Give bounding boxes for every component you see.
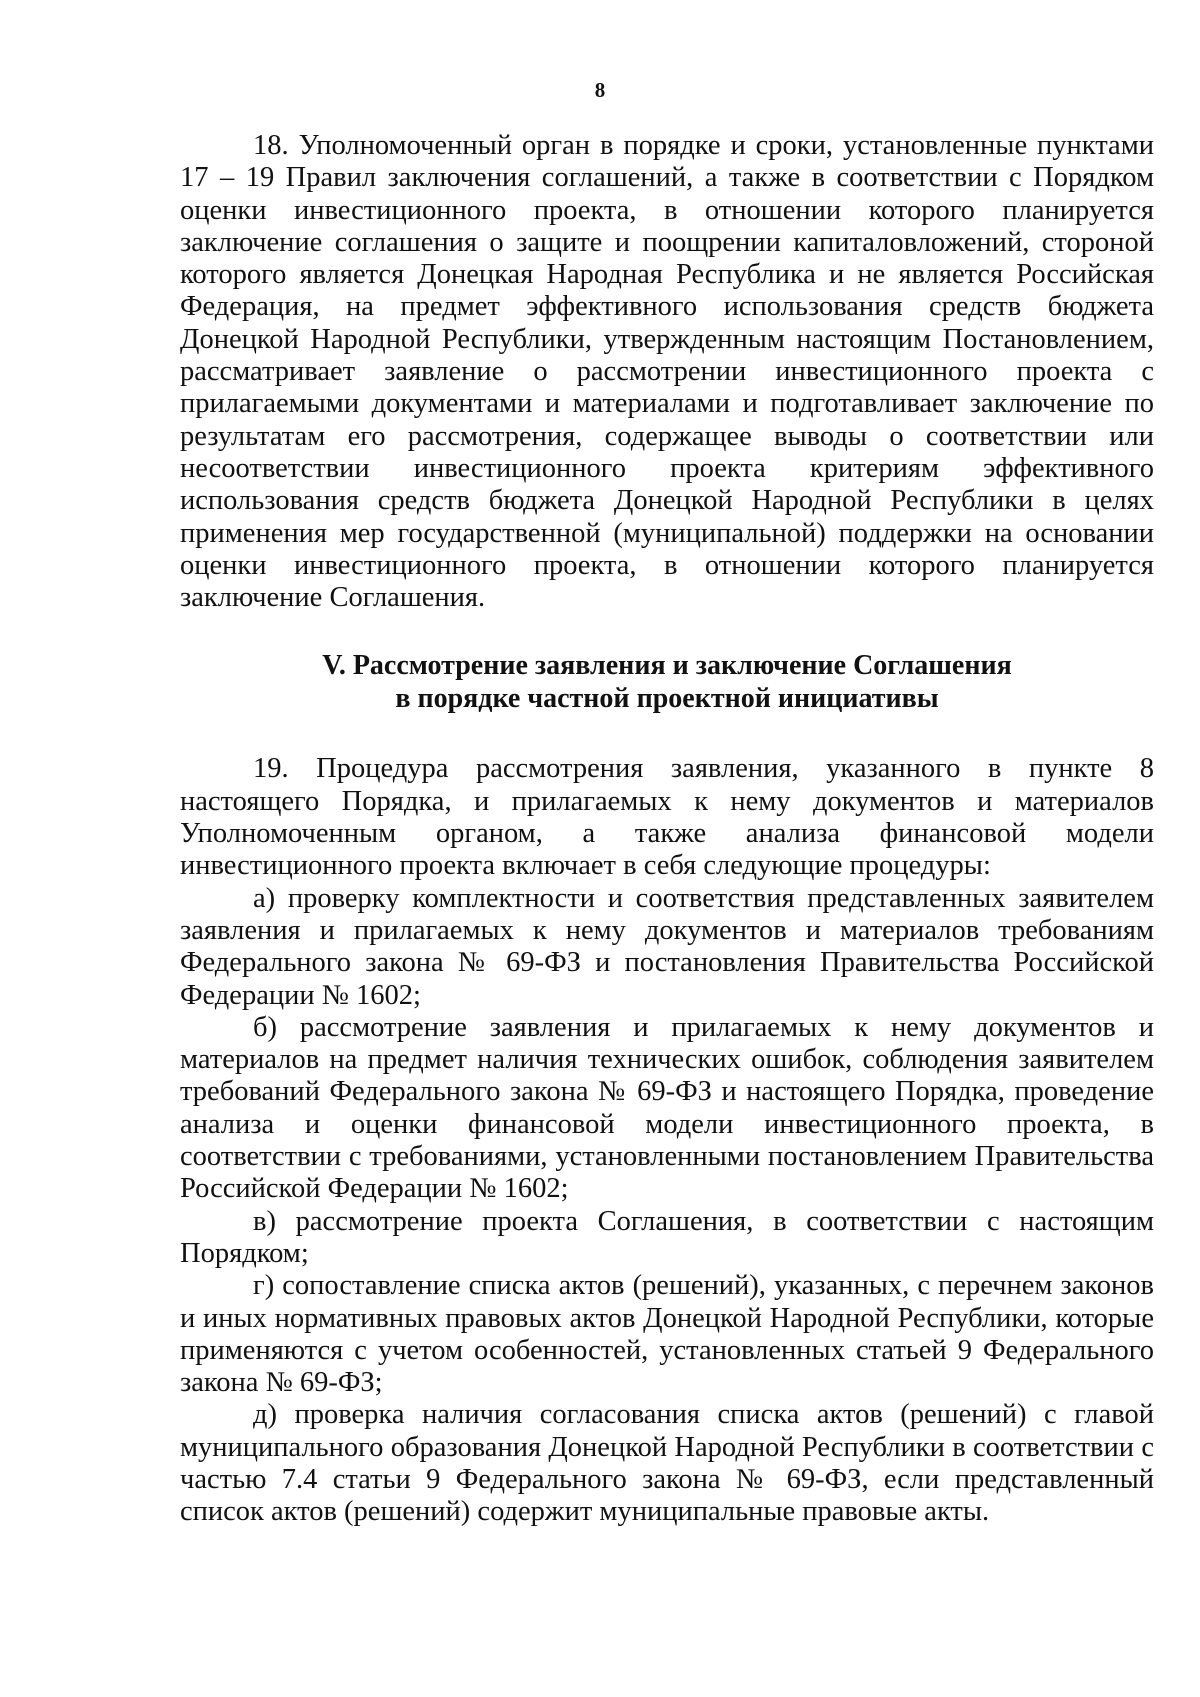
list-item-d: д) проверка наличия согласования списка актов (решений) с главой муниципального образования Донецкой Народной Республики в соответствии с частью 7.4 статьи 9 Федерального закона № 69-ФЗ, если представленный список актов (решений) содержит муниципальные правовые акты. [180,1399,1154,1528]
section-heading [180,649,1154,715]
section-heading-line-2: в порядке частной проектной инициативы [395,683,939,715]
page-number: 8 [594,78,606,102]
paragraph-18: 18. Уполномоченный орган в порядке и сроки, установленные пунктами 17 – 19 Правил заключения соглашений, а также в соответствии с Порядком оценки инвестиционного проекта, в отношении которого планируется заключение соглашения о защите и поощрении капиталовложений, стороной которого является Донецкая Народная Республика и не является Российская Федерация, на предмет эффективного использования средств бюджета Донецкой Народной Республики, утвержденным настоящим Постановлением, рассматривает заявление о рассмотрении инвестиционного проекта с прилагаемыми документами и материалами и подготавливает заключение по результатам его рассмотрения, содержащее выводы о соответствии или несоответствии инвестиционного проекта критериям эффективного использования средств бюджета Донецкой Народной Республики в целях применения мер государственной (муниципальной) поддержки на основании оценки инвестиционного проекта, в отношении которого планируется заключение Соглашения. [180,130,1154,614]
document-body [180,130,1154,1529]
list-item-b: б) рассмотрение заявления и прилагаемых к нему документов и материалов на предмет наличия технических ошибок, соблюдения заявителем требований Федерального закона № 69-ФЗ и настоящего Порядка, проведение анализа и оценки финансовой модели инвестиционного проекта, в соответствии с требованиями, установленными постановлением Правительства Российской Федерации № 1602; [180,1011,1154,1205]
list-item-g: г) сопоставление списка актов (решений), указанных, с перечнем законов и иных нормативных правовых актов Донецкой Народной Республики, которые применяются с учетом особенностей, установленных статьей 9 Федерального закона № 69-ФЗ; [180,1270,1154,1399]
list-item-a: а) проверку комплектности и соответствия представленных заявителем заявления и прилагаемых к нему документов и материалов требованиям Федерального закона № 69-ФЗ и постановления Правительства Российской Федерации № 1602; [180,882,1154,1011]
list-item-v: в) рассмотрение проекта Соглашения, в соответствии с настоящим Порядком; [180,1205,1154,1269]
section-heading-line-1: V. Рассмотрение заявления и заключение Соглашения [322,650,1012,682]
paragraph-19: 19. Процедура рассмотрения заявления, указанного в пункте 8 настоящего Порядка, и прилагаемых к нему документов и материалов Уполномоченным органом, а также анализа финансовой модели инвестиционного проекта включает в себя следующие процедуры: [180,753,1154,882]
